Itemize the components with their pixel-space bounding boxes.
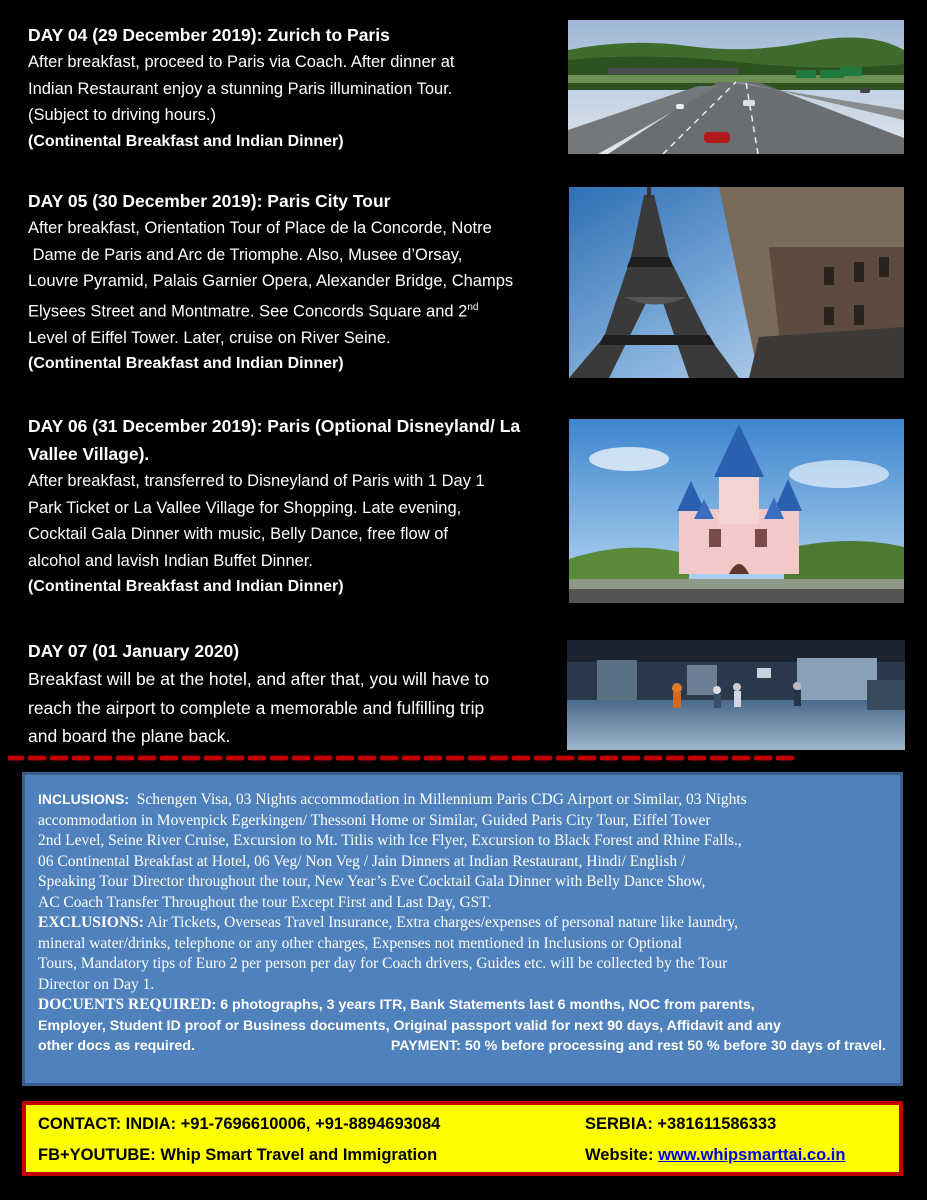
day-07-line-2: reach the airport to complete a memorable and fulfilling trip (28, 697, 485, 718)
disneyland-castle-photo (569, 419, 904, 603)
superscript-nd: nd (467, 301, 479, 313)
contact-serbia: SERBIA: +381611586333 (585, 1115, 777, 1133)
inclusions-line-1 (38, 789, 886, 811)
day-05-section (28, 188, 563, 377)
exclusions-line-4: Director on Day 1. (38, 975, 155, 993)
day-06-line-4: alcohol and lavish Indian Buffet Dinner. (28, 551, 313, 570)
payment-text: PAYMENT: 50 % before processing and rest 50 % before 30 days of travel. (390, 1038, 886, 1054)
day-06-line-1: After breakfast, transferred to Disneyland of Paris with 1 Day 1 (28, 472, 485, 490)
day-04-line-1: After breakfast, proceed to Paris via Coach. After dinner at (28, 53, 455, 71)
day-05-line-5: Level of Eiffel Tower. Later, cruise on River Seine. (28, 328, 391, 347)
inclusions-text-1: Schengen Visa, 03 Nights accommodation in Millennium Paris CDG Airport or Similar, 03 Nights (136, 791, 747, 808)
documents-line-3 (38, 1036, 886, 1057)
dashed-divider (8, 752, 908, 764)
day-06-section (28, 412, 563, 600)
inclusions-exclusions-box (22, 772, 903, 1086)
day-05-heading: DAY 05 (30 December 2019): Paris City Tour (28, 191, 391, 211)
exclusions-line-1 (38, 913, 886, 934)
day-06-heading-1: DAY 06 (31 December 2019): Paris (Optional Disneyland/ La (28, 416, 521, 436)
contact-website (585, 1146, 845, 1165)
day-07-line-3: and board the plane back. (28, 726, 231, 746)
day-06-line-2: Park Ticket or La Vallee Village for Shopping. Late evening, (28, 498, 462, 517)
day-07-heading: DAY 07 (01 January 2020) (28, 641, 240, 661)
day-06-line-3: Cocktail Gala Dinner with music, Belly Dance, free flow of (28, 525, 448, 543)
day-04-meals: (Continental Breakfast and Indian Dinner) (28, 132, 344, 150)
day-07-section (28, 637, 563, 751)
exclusions-line-3: Tours, Mandatory tips of Euro 2 per person per day for Coach drivers, Guides etc. will be collected by the Tour (38, 955, 728, 972)
day-05-line-4 (28, 295, 563, 325)
inclusions-line-6: AC Coach Transfer Throughout the tour Except First and Last Day, GST. (38, 893, 492, 911)
day-05-meals: (Continental Breakfast and Indian Dinner) (28, 355, 344, 372)
website-link[interactable]: www.whipsmarttai.co.in (658, 1146, 846, 1164)
documents-label: DOCUENTS REQUIRED (38, 996, 212, 1013)
highway-illustration (568, 20, 904, 154)
day-05-line-3: Louvre Pyramid, Palais Garnier Opera, Alexander Bridge, Champs (28, 272, 514, 290)
documents-last: other docs as required. (38, 1038, 195, 1054)
airport-photo (567, 640, 905, 750)
inclusions-line-2: accommodation in Movenpick Egerkingen/ Thessoni Home or Similar, Guided Paris City Tour, Eiffel Tower (38, 811, 711, 829)
exclusions-text-1: Air Tickets, Overseas Travel Insurance, Extra charges/expenses of personal nature like laundry, (146, 914, 738, 931)
day-05-line-1: After breakfast, Orientation Tour of Place de la Concorde, Notre (28, 219, 492, 237)
day-06-meals: (Continental Breakfast and Indian Dinner) (28, 578, 344, 595)
contact-box (22, 1101, 903, 1176)
contact-india: CONTACT: INDIA: +91-7696610006, +91-8894693084 (38, 1115, 441, 1133)
day-05-line-2: Dame de Paris and Arc de Triomphe. Also, Musee d’Orsay, (28, 245, 463, 264)
day-05-line-4-text: Elysees Street and Montmatre. See Concords Square and 2 (28, 302, 468, 320)
documents-text-1: : 6 photographs, 3 years ITR, Bank Statements last 6 months, NOC from parents, (211, 997, 755, 1013)
documents-line-1 (38, 995, 886, 1016)
website-label: Website: (585, 1146, 654, 1164)
contact-social: FB+YOUTUBE: Whip Smart Travel and Immigration (38, 1146, 438, 1164)
exclusions-label: EXCLUSIONS: (38, 914, 144, 931)
highway-photo (568, 20, 904, 154)
eiffel-tower-photo (569, 187, 904, 378)
inclusions-line-4: 06 Continental Breakfast at Hotel, 06 Veg/ Non Veg / Jain Dinners at Indian Restaurant, Hindi/ English / (38, 852, 686, 870)
day-04-line-3: (Subject to driving hours.) (28, 106, 217, 124)
day-06-heading-2: Vallee Village). (28, 444, 150, 464)
castle-illustration (569, 419, 904, 603)
inclusions-label: INCLUSIONS: (38, 791, 129, 807)
inclusions-line-5: Speaking Tour Director throughout the tour, New Year’s Eve Cocktail Gala Dinner with Belly Dance Show, (38, 873, 706, 890)
inclusions-line-3: 2nd Level, Seine River Cruise, Excursion to Mt. Titlis with Ice Flyer, Excursion to Black Forest and Rhine Falls., (38, 832, 742, 849)
eiffel-illustration (569, 187, 904, 378)
day-04-line-2: Indian Restaurant enjoy a stunning Paris illumination Tour. (28, 79, 453, 98)
day-04-section (28, 22, 563, 155)
documents-line-2: Employer, Student ID proof or Business documents, Original passport valid for next 90 days, Affidavit and any (38, 1017, 781, 1034)
exclusions-line-2: mineral water/drinks, telephone or any other charges, Expenses not mentioned in Inclusions or Optional (38, 934, 683, 952)
day-07-line-1: Breakfast will be at the hotel, and after that, you will have to (28, 669, 490, 689)
day-04-heading: DAY 04 (29 December 2019): Zurich to Paris (28, 25, 390, 45)
airport-illustration (567, 640, 905, 750)
